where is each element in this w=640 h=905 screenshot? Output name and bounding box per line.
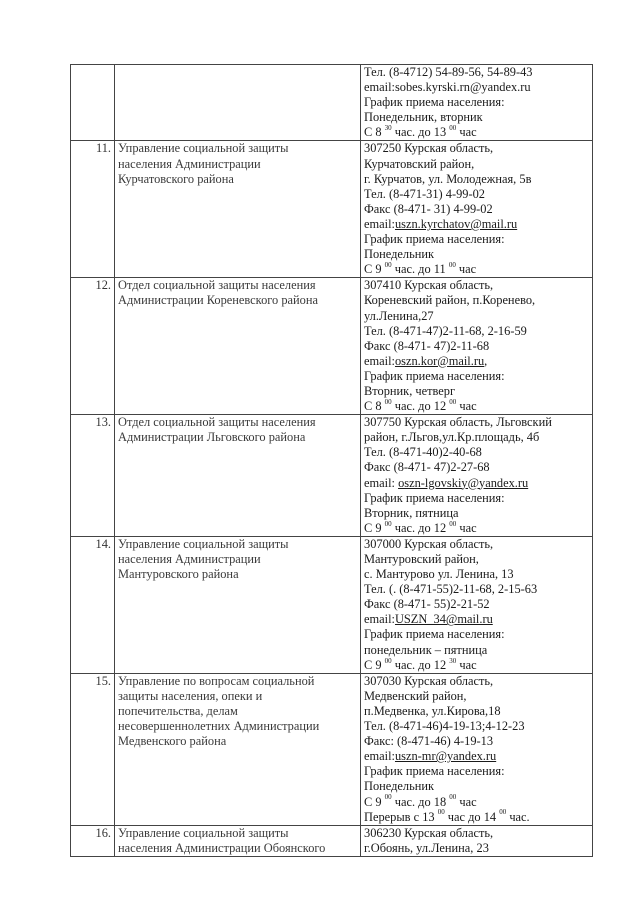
office-name-line: Управление социальной защиты	[118, 825, 289, 840]
contact-text: ул.Ленина,27	[364, 308, 434, 323]
contact-text: Тел. (8-471-46)4-19-13;4-12-23	[364, 719, 525, 734]
contact-line	[364, 309, 589, 324]
time-minutes: 00	[449, 793, 457, 802]
office-name	[115, 415, 361, 537]
office-name-line: Отдел социальной защиты населения	[118, 415, 316, 430]
contact-line	[364, 674, 589, 689]
contact-line	[364, 339, 589, 354]
contact-line	[364, 658, 589, 673]
contact-line	[364, 354, 589, 369]
contact-text: район, г.Льгов,ул.Кр.площадь, 4б	[364, 430, 540, 445]
contact-text: Перерыв с 13	[364, 809, 438, 824]
office-name-line: Мантуровского района	[118, 567, 239, 582]
table-body	[71, 65, 593, 857]
contact-line	[364, 430, 589, 445]
contact-text: Вторник, пятница	[364, 505, 459, 520]
contact-line	[364, 734, 589, 749]
contact-text: час	[456, 520, 477, 535]
contact-text: час до 14	[444, 809, 500, 824]
time-minutes: 00	[449, 519, 457, 528]
email-link[interactable]: uszn-mr@yandex.ru	[394, 749, 497, 764]
contact-text: Понедельник	[364, 247, 435, 262]
contact-text: Тел. (8-471-40)2-40-68	[364, 445, 482, 460]
contact-line	[364, 187, 589, 202]
office-contacts	[361, 536, 593, 673]
contact-line	[364, 795, 589, 810]
contact-text: Тел. (8-471-47)2-11-68, 2-16-59	[364, 323, 527, 338]
contact-line	[364, 506, 589, 521]
contact-line	[364, 460, 589, 475]
contact-text: email:	[364, 749, 395, 764]
contact-text: График приема населения:	[364, 490, 505, 505]
contact-text: Курчатовский район,	[364, 156, 475, 171]
contact-text: С 9	[364, 794, 385, 809]
table-row	[71, 141, 593, 278]
contact-text: понедельник – пятница	[364, 642, 488, 657]
time-minutes: 00	[384, 793, 392, 802]
contact-line	[364, 324, 589, 339]
contact-text: 306230 Курская область,	[364, 825, 494, 840]
contact-line	[364, 415, 589, 430]
contact-text: Понедельник	[364, 779, 435, 794]
email-link[interactable]: oszn-lgovskiy@yandex.ru	[398, 475, 529, 490]
contact-line	[364, 491, 589, 506]
time-minutes: 30	[384, 124, 392, 133]
contact-text: 307250 Курская область,	[364, 141, 494, 156]
office-name-line: попечительства, делам	[118, 703, 238, 718]
office-name-line: Курчатовского района	[118, 171, 234, 186]
office-name-line: населения Администрации	[118, 156, 261, 171]
time-minutes: 00	[384, 397, 392, 406]
office-name-line: Управление социальной защиты	[118, 141, 289, 156]
contact-line	[364, 476, 589, 491]
contact-text: email:	[364, 612, 395, 627]
contact-text: email:	[364, 475, 399, 490]
time-minutes: 00	[449, 397, 457, 406]
email-link[interactable]: oszn.kor@mail.ru	[394, 353, 485, 368]
table-row	[71, 673, 593, 825]
contact-line	[364, 749, 589, 764]
contact-line	[364, 445, 589, 460]
email-link[interactable]: USZN_34@mail.ru	[394, 612, 493, 627]
contact-line	[364, 810, 589, 825]
office-name	[115, 536, 361, 673]
time-minutes: 00	[437, 808, 445, 817]
contact-text: 307750 Курская область, Льговский	[364, 415, 552, 430]
contact-line	[364, 384, 589, 399]
office-name	[115, 65, 361, 141]
contact-text: email:sobes.kyrski.rn@yandex.ru	[364, 80, 531, 95]
contact-line	[364, 399, 589, 414]
row-number: 13.	[71, 415, 115, 537]
contact-line	[364, 125, 589, 140]
time-minutes: 00	[384, 656, 392, 665]
row-number: 11.	[71, 141, 115, 278]
time-minutes: 00	[499, 808, 507, 817]
contact-line	[364, 369, 589, 384]
row-number: 12.	[71, 278, 115, 415]
contact-text: 307410 Курская область,	[364, 278, 494, 293]
contact-text: График приема населения:	[364, 764, 505, 779]
contact-line	[364, 552, 589, 567]
contact-text: п.Медвенка, ул.Кирова,18	[364, 703, 501, 718]
table-row	[71, 536, 593, 673]
time-minutes: 00	[384, 261, 392, 270]
contact-line	[364, 217, 589, 232]
contact-text: С 9	[364, 262, 385, 277]
contact-line	[364, 293, 589, 308]
office-name	[115, 673, 361, 825]
time-minutes: 00	[449, 124, 457, 133]
contact-text: Тел. (8-471-31) 4-99-02	[364, 186, 485, 201]
office-name-line: Медвенского района	[118, 734, 227, 749]
contact-line	[364, 597, 589, 612]
contact-line	[364, 643, 589, 658]
contact-text: Тел. (. (8-471-55)2-11-68, 2-15-63	[364, 582, 538, 597]
office-contacts	[361, 673, 593, 825]
office-contacts	[361, 415, 593, 537]
contact-text: 307000 Курская область,	[364, 536, 494, 551]
contact-line	[364, 689, 589, 704]
office-name	[115, 141, 361, 278]
office-name-line: Управление социальной защиты	[118, 536, 289, 551]
contact-text: График приема населения:	[364, 627, 505, 642]
contact-line	[364, 95, 589, 110]
office-name-line: Администрации Кореневского района	[118, 293, 318, 308]
contact-text: График приема населения:	[364, 368, 505, 383]
contact-line	[364, 247, 589, 262]
contact-line	[364, 141, 589, 156]
contact-line	[364, 65, 589, 80]
contact-text: Тел. (8-4712) 54-89-56, 54-89-43	[364, 65, 533, 79]
office-contacts	[361, 825, 593, 856]
office-name-line: защиты населения, опеки и	[118, 688, 263, 703]
contact-text: 307030 Курская область,	[364, 673, 494, 688]
office-name-line: населения Администрации Обоянского	[118, 840, 326, 855]
table-row	[71, 415, 593, 537]
contact-line	[364, 612, 589, 627]
contact-line	[364, 719, 589, 734]
office-name-line: Управление по вопросам социальной	[118, 673, 315, 688]
office-name-line: населения Администрации	[118, 552, 261, 566]
contact-text: час	[456, 794, 477, 809]
contact-line	[364, 567, 589, 582]
contact-line	[364, 202, 589, 217]
row-number: 14.	[71, 536, 115, 673]
table-row	[71, 65, 593, 141]
contact-text: час. до 13	[391, 125, 450, 140]
social-protection-offices-table	[70, 64, 593, 857]
contact-text: ,	[484, 353, 488, 368]
contact-line	[364, 764, 589, 779]
contact-line	[364, 80, 589, 95]
row-number: 16.	[71, 825, 115, 856]
contact-text: час	[456, 399, 477, 414]
contact-text: час. до 11	[391, 262, 449, 277]
contact-text: email:	[364, 216, 395, 231]
contact-text: Мантуровский район,	[364, 552, 479, 566]
contact-text: Факс (8-471- 55)2-21-52	[364, 597, 490, 612]
contact-line	[364, 582, 589, 597]
contact-line	[364, 521, 589, 536]
contact-text: Факс: (8-471-46) 4-19-13	[364, 734, 494, 749]
contact-line	[364, 172, 589, 187]
office-contacts	[361, 65, 593, 141]
contact-line	[364, 262, 589, 277]
time-minutes: 00	[448, 261, 456, 270]
contact-text: Понедельник, вторник	[364, 110, 483, 125]
contact-line	[364, 826, 589, 841]
contact-text: час	[456, 657, 477, 672]
contact-text: С 8	[364, 125, 385, 140]
contact-text: График приема населения:	[364, 95, 505, 110]
row-number	[71, 65, 115, 141]
contact-text: час	[455, 262, 477, 277]
contact-text: час. до 18	[391, 794, 450, 809]
contact-text: Медвенский район,	[364, 688, 467, 703]
contact-line	[364, 779, 589, 794]
office-name	[115, 278, 361, 415]
email-link[interactable]: uszn.kyrchatov@mail.ru	[394, 216, 518, 231]
contact-text: Кореневский район, п.Коренево,	[364, 293, 536, 308]
contact-text: с. Мантурово ул. Ленина, 13	[364, 567, 514, 582]
contact-line	[364, 627, 589, 642]
contact-line	[364, 110, 589, 125]
contact-text: час. до 12	[391, 657, 450, 672]
contact-text: г.Обоянь, ул.Ленина, 23	[364, 840, 489, 855]
contact-text: email:	[364, 353, 395, 368]
contact-text: График приема населения:	[364, 232, 505, 247]
contact-text: С 9	[364, 657, 385, 672]
contact-line	[364, 278, 589, 293]
table-row	[71, 825, 593, 856]
contact-text: Вторник, четверг	[364, 383, 456, 398]
office-name-line: несовершеннолетних Администрации	[118, 719, 320, 734]
contact-text: Факс (8-471- 31) 4-99-02	[364, 201, 493, 216]
contact-text: С 8	[364, 399, 385, 414]
contact-text: Факс (8-471- 47)2-11-68	[364, 338, 490, 353]
office-contacts	[361, 141, 593, 278]
contact-text: час. до 12	[391, 399, 450, 414]
contact-text: час	[456, 125, 477, 140]
office-contacts	[361, 278, 593, 415]
contact-text: час. до 12	[391, 520, 450, 535]
contact-line	[364, 537, 589, 552]
contact-text: час.	[506, 809, 530, 824]
row-number: 15.	[71, 673, 115, 825]
contact-line	[364, 841, 589, 856]
office-name-line: Отдел социальной защиты населения	[118, 278, 316, 293]
time-minutes: 00	[384, 519, 392, 528]
time-minutes: 30	[449, 656, 457, 665]
contact-line	[364, 232, 589, 247]
contact-text: С 9	[364, 520, 385, 535]
contact-line	[364, 704, 589, 719]
office-name-line: Администрации Льговского района	[118, 430, 306, 445]
contact-text: Факс (8-471- 47)2-27-68	[364, 460, 490, 475]
contact-text: г. Курчатов, ул. Молодежная, 5в	[364, 171, 532, 186]
contact-line	[364, 157, 589, 172]
table-row	[71, 278, 593, 415]
office-name	[115, 825, 361, 856]
